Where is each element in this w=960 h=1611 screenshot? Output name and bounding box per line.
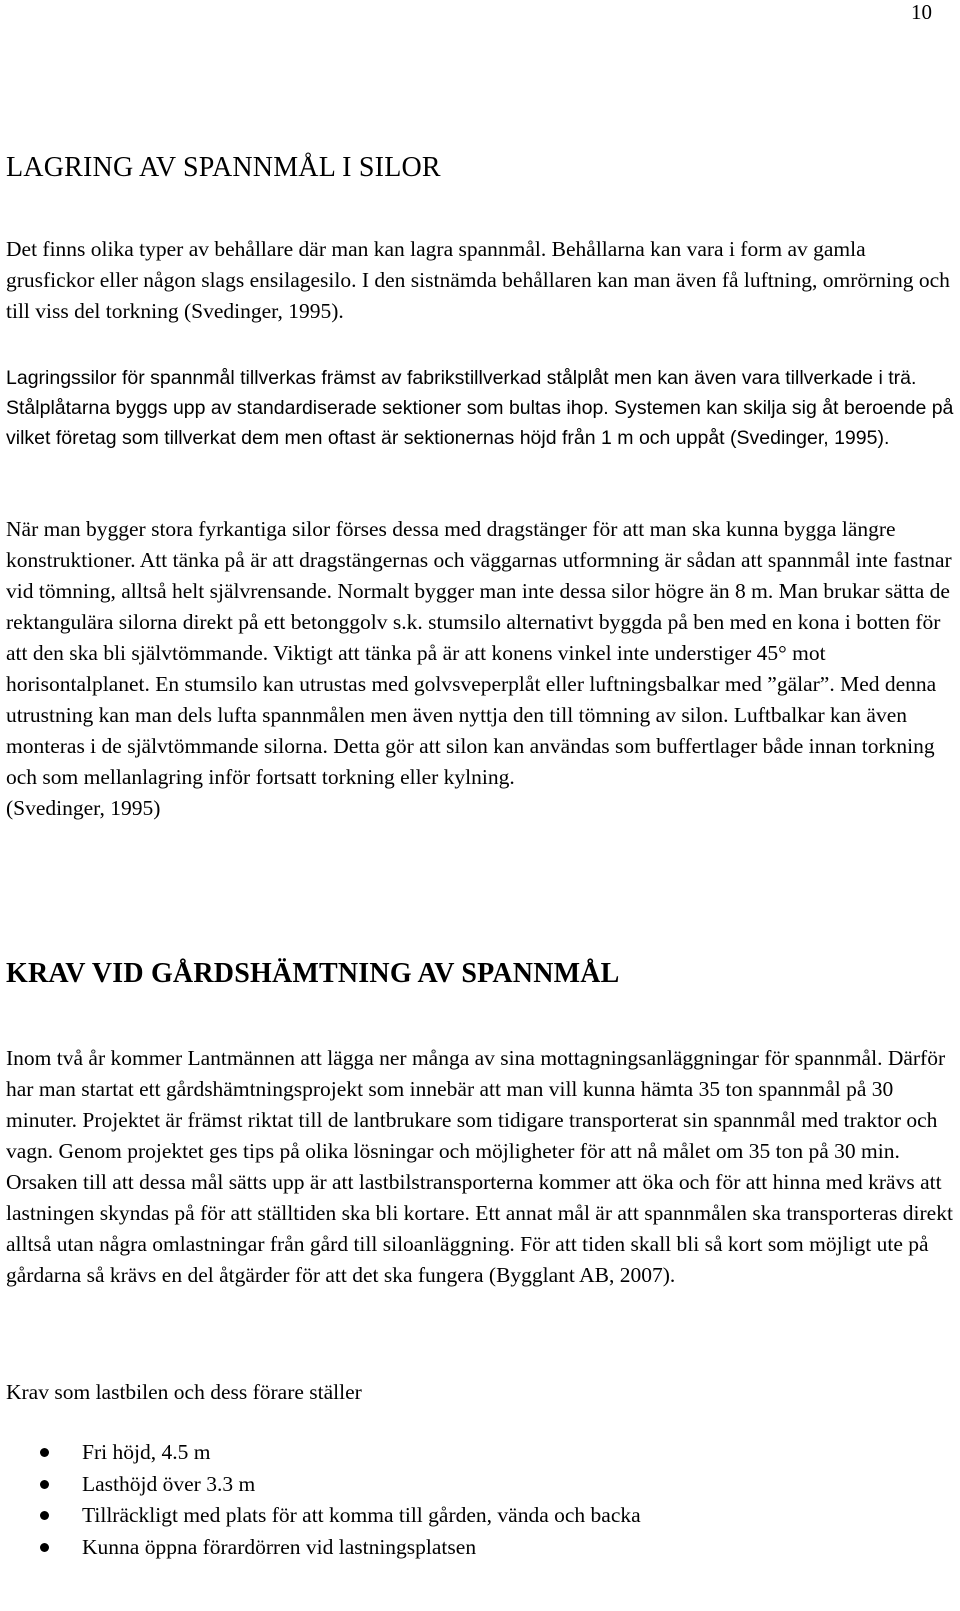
bullet-icon (40, 1480, 49, 1489)
paragraph-lantmannen-project: Inom två år kommer Lantmännen att lägga ner många av sina mottagningsanläggningar för spannmål. Därför har man startat ett gårdshämtningsprojekt som innebär att man vill kunna hämta 35 ton spannmål på 30 minuter. Projektet är främst riktat till de lantbrukare som tidigare transporterat sin spannmål med traktor och vagn. Genom projektet ges tips på olika lösningar och möjligheter för att nå målet om 35 ton på 30 min. Orsaken till att dessa mål sätts upp är att lastbilstransporterna kommer att öka och för att hinna med krävs att lastningen skyndas på för att ställtiden ska bli kortare. Ett annat mål är att spannmålen ska transporteras direkt alltså utan några omlastningar från gård till siloanläggning. För att tiden skall bli så kort som möjligt ute på gårdarna så krävs en del åtgärder för att det ska fungera (Bygglant AB, 2007). (6, 1046, 953, 1287)
page-number: 10 (911, 0, 932, 24)
bullet-icon (40, 1448, 49, 1457)
list-item: Tillräckligt med plats för att komma till gården, vända och backa (0, 1500, 641, 1532)
bullet-icon (40, 1543, 49, 1552)
paragraph-steel-silos: Lagringssilor för spannmål tillverkas främst av fabrikstillverkad stålplåt men kan även vara tillverkade i trä. Stålplåtarna byggs upp av standardiserade sektioner som bultas ihop. Systemen kan skilja sig åt beroende på vilket företag som tillverkat dem men oftast är sektionernas höjd från 1 m och uppåt (Svedinger, 1995). (6, 367, 954, 449)
bullet-icon (40, 1511, 49, 1520)
paragraph-square-silos (6, 514, 954, 824)
requirements-list (0, 1437, 641, 1563)
section-heading-gardshamtning: KRAV VID GÅRDSHÄMTNING AV SPANNMÅL (6, 958, 620, 989)
list-item: Fri höjd, 4.5 m (0, 1437, 641, 1469)
paragraph-square-silos-text: När man bygger stora fyrkantiga silor förses dessa med dragstänger för att man ska kunna bygga längre konstruktioner. Att tänka på är att dragstängernas och väggarnas utformning är sådan att spannmål inte fastnar vid tömning, alltså helt självrensande. Normalt bygger man inte dessa silor högre än 8 m. Man brukar sätta de rektangulära silorna direkt på ett betonggolv s.k. stumsilo alternativt byggda på ben med en kona i botten för att den ska bli självtömmande. Viktigt att tänka på är att konens vinkel inte understiger 45° mot horisontalplanet. En stumsilo kan utrustas med golvsveperplåt eller luftningsbalkar med ”gälar”. Med denna utrustning kan man dels lufta spannmålen men även nyttja den till tömning av silon. Luftbalkar kan även monteras i de självtömmande silorna. Detta gör att silon kan användas som buffertlager både innan torkning och som mellanlagring inför fortsatt torkning eller kylning. (6, 517, 952, 789)
paragraph-container-types: Det finns olika typer av behållare där man kan lagra spannmål. Behållarna kan vara i form av gamla grusfickor eller någon slags ensilagesilo. I den sistnämda behållaren kan man även få luftning, omrörning och till viss del torkning (Svedinger, 1995). (6, 237, 950, 323)
list-item: Lasthöjd över 3.3 m (0, 1469, 641, 1501)
paragraph-square-silos-citation: (Svedinger, 1995) (6, 796, 161, 820)
section-heading-silor: LAGRING AV SPANNMÅL I SILOR (6, 152, 441, 183)
list-item: Kunna öppna förardörren vid lastningsplatsen (0, 1532, 641, 1564)
requirements-intro: Krav som lastbilen och dess förare ställer (6, 1380, 362, 1404)
